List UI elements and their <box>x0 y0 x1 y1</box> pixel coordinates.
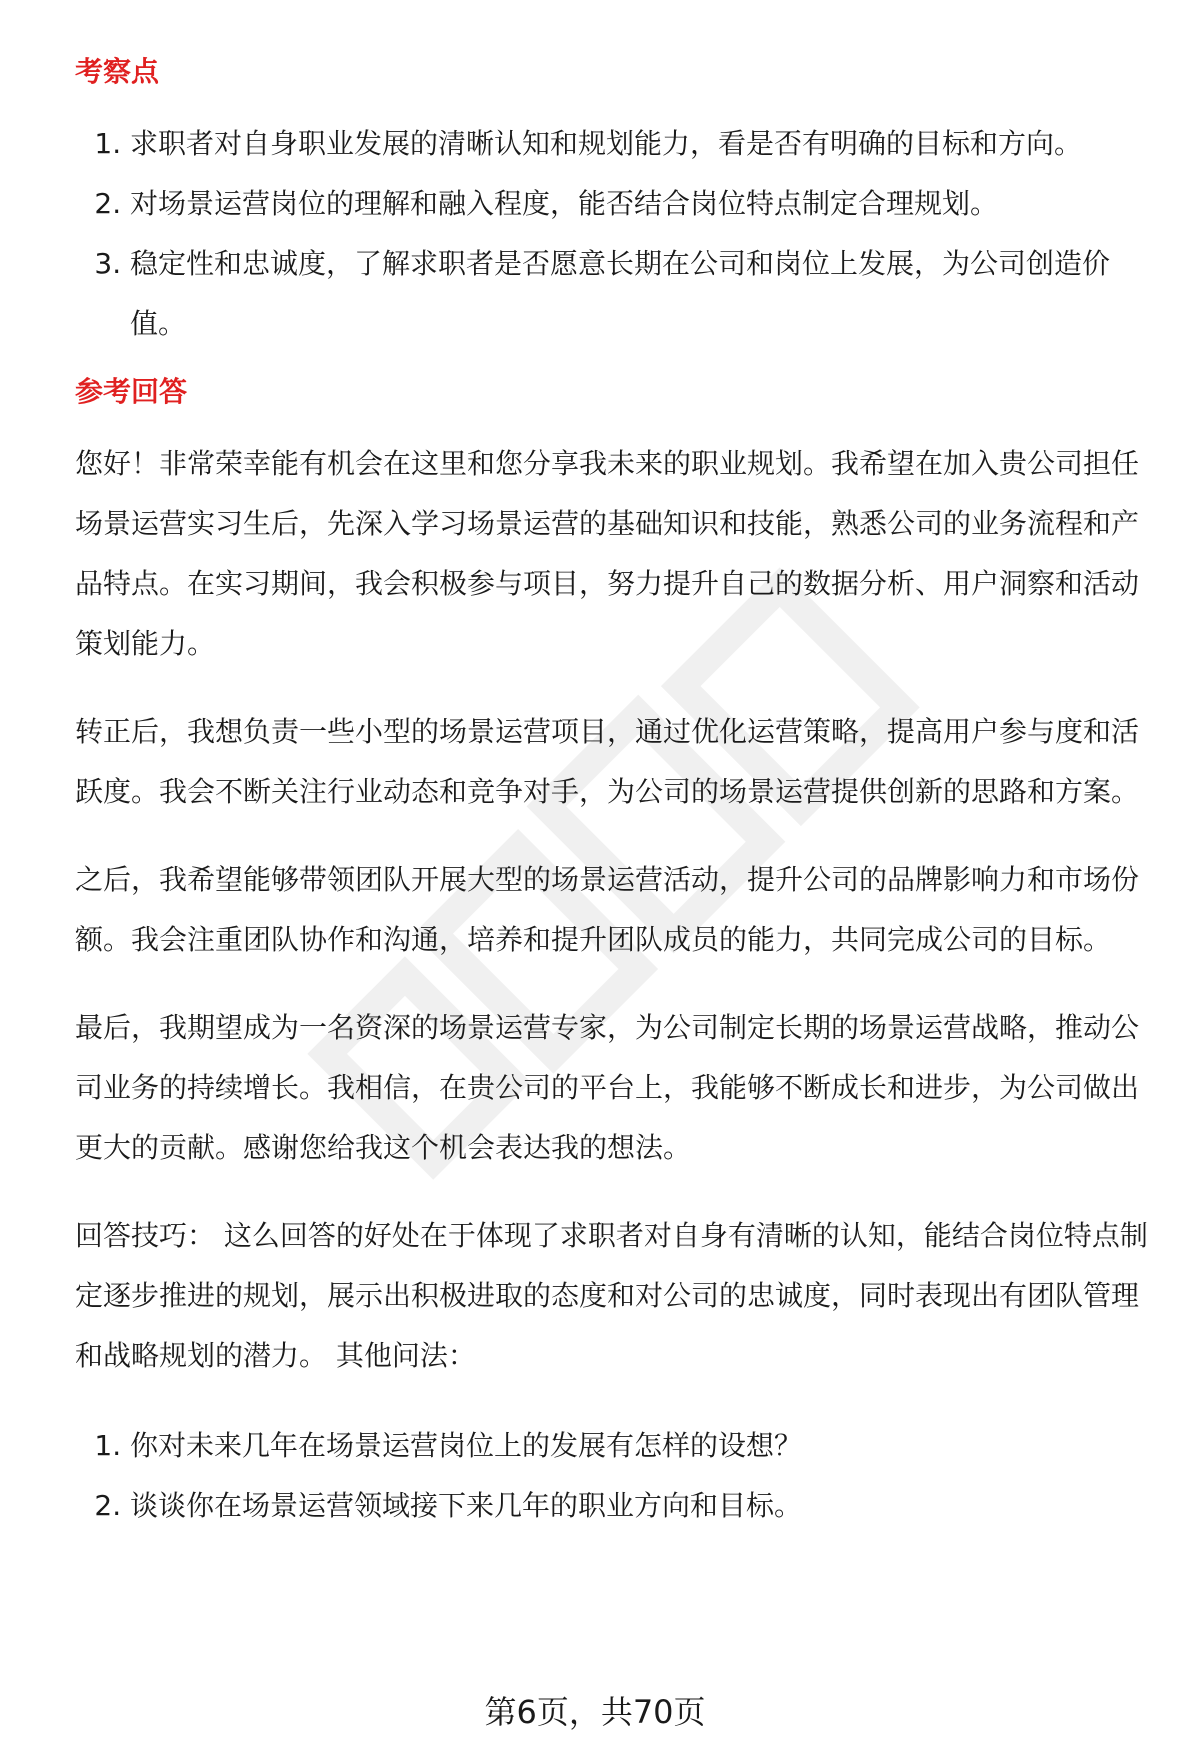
answer-paragraph: 您好！非常荣幸能有机会在这里和您分享我未来的职业规划。我希望在加入贵公司担任场景运营实习生后，先深入学习场景运营的基础知识和技能，熟悉公司的业务流程和产品特点。在实习期间，我会积极参与项目，努力提升自己的数据分析、用户洞察和活动策划能力。 <box>75 447 1140 660</box>
list-item: 2. 对场景运营岗位的理解和融入程度，能否结合岗位特点制定合理规划。 <box>130 174 1165 234</box>
list-item: 2. 谈谈你在场景运营领域接下来几年的职业方向和目标。 <box>130 1476 1165 1536</box>
other-questions-list <box>75 1416 1165 1536</box>
list-item: 1. 求职者对自身职业发展的清晰认知和规划能力，看是否有明确的目标和方向。 <box>130 114 1165 174</box>
answer-paragraph: 最后，我期望成为一名资深的场景运营专家，为公司制定长期的场景运营战略，推动公司业务的持续增长。我相信，在贵公司的平台上，我能够不断成长和进步，为公司做出更大的贡献。感谢您给我这个机会表达我的想法。 <box>75 1011 1140 1164</box>
document-content <box>75 40 1165 1536</box>
assessment-list <box>75 114 1165 354</box>
list-item: 3. 稳定性和忠诚度，了解求职者是否愿意长期在公司和岗位上发展，为公司创造价值。 <box>130 234 1165 354</box>
answer-paragraph: 转正后，我想负责一些小型的场景运营项目，通过优化运营策略，提高用户参与度和活跃度。我会不断关注行业动态和竞争对手，为公司的场景运营提供创新的思路和方案。 <box>75 715 1140 808</box>
answer-paragraph: 之后，我希望能够带领团队开展大型的场景运营活动，提升公司的品牌影响力和市场份额。我会注重团队协作和沟通，培养和提升团队成员的能力，共同完成公司的目标。 <box>75 863 1140 956</box>
answer-tips-paragraph: 回答技巧： 这么回答的好处在于体现了求职者对自身有清晰的认知，能结合岗位特点制定逐步推进的规划，展示出积极进取的态度和对公司的忠诚度，同时表现出有团队管理和战略规划的潜力。 其他问法： <box>75 1219 1148 1372</box>
section-title-reference-answer: 参考回答 <box>75 375 188 408</box>
page-number: 第6页，共70页 <box>484 1693 706 1731</box>
section-title-assessment: 考察点 <box>75 55 160 88</box>
list-item: 1. 你对未来几年在场景运营岗位上的发展有怎样的设想？ <box>130 1416 1165 1476</box>
